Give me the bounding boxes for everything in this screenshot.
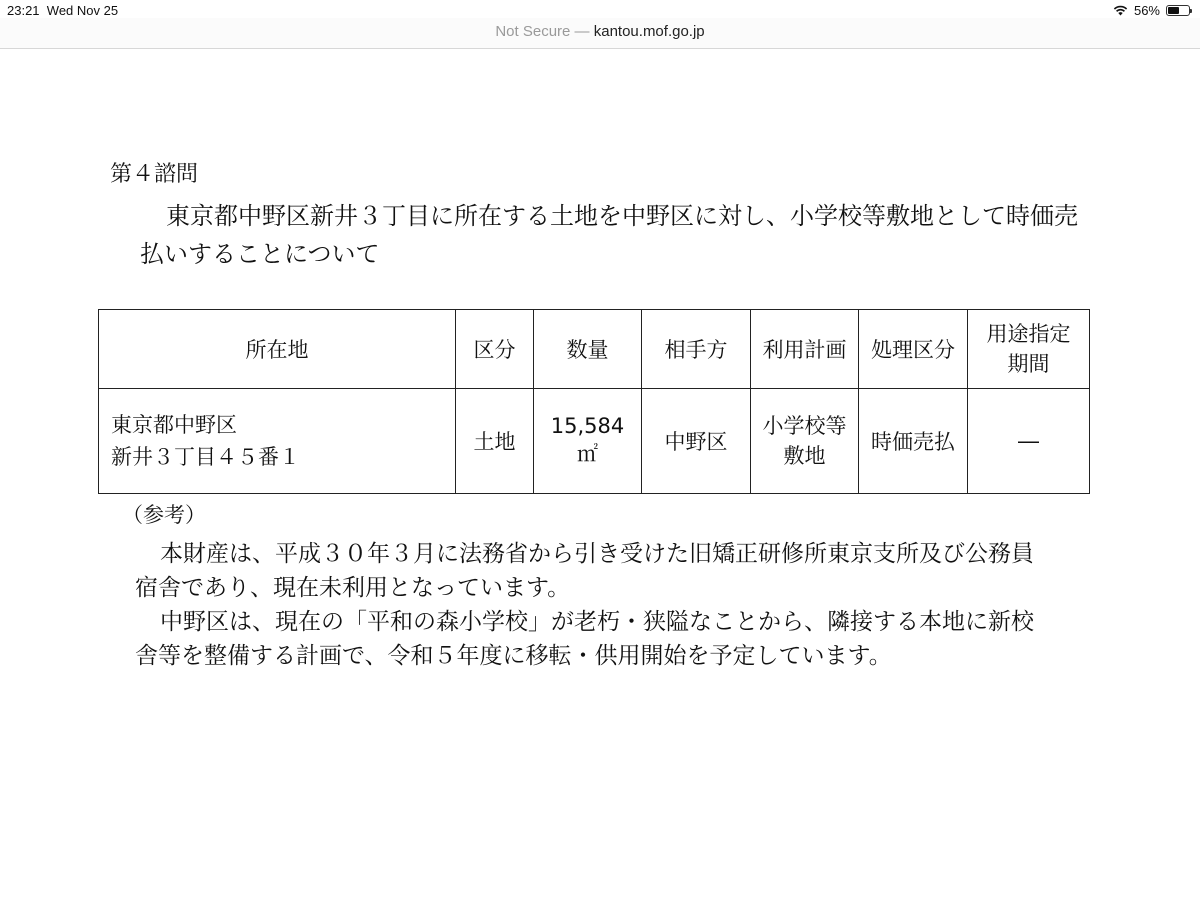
clock: 23:21 [7,3,40,18]
cell-disposal-type: 時価売払 [859,389,968,494]
document-page [0,49,1200,900]
battery-percent: 56% [1133,3,1160,18]
reference-body [135,537,1055,673]
plan-line1: 小学校等 [762,414,847,438]
property-table [98,309,1090,494]
document-subject: 東京都中野区新井３丁目に所在する土地を中野区に対し、小学校等敷地として時価売払いすることについて [140,202,1078,268]
plan-line2: 敷地 [783,444,826,468]
cell-counterparty: 中野区 [642,389,751,494]
cell-use-period: ― [968,389,1090,494]
reference-label: （参考） [122,503,206,527]
status-indicators [1113,3,1190,18]
header-use-period-line1: 用途指定 [986,322,1071,346]
not-secure-label: Not Secure — [495,23,590,40]
cell-quantity: 15,584 ㎡ [534,389,642,494]
battery-icon [1166,5,1190,16]
table-header-row [99,310,1090,389]
header-use-period-line2: 期間 [1007,352,1050,376]
battery-level-fill [1168,7,1179,14]
cell-category: 土地 [456,389,534,494]
cell-use-plan [751,389,859,494]
location-line2: 新井３丁目４５番１ [111,445,300,469]
header-use-period [968,310,1090,389]
date: Wed Nov 25 [46,3,119,18]
header-disposal-type: 処理区分 [859,310,968,389]
status-time [7,3,118,18]
reference-paragraph-2: 中野区は、現在の「平和の森小学校」が老朽・狭隘なことから、隣接する本地に新校舎等を整備する計画で、令和５年度に移転・供用開始を予定しています。 [135,609,1034,669]
table-row [99,389,1090,494]
address-bar[interactable] [0,18,1200,49]
reference-paragraph-1: 本財産は、平成３０年３月に法務省から引き受けた旧矯正研修所東京支所及び公務員宿舎であり、現在未利用となっています。 [135,541,1034,601]
header-location: 所在地 [99,310,456,389]
document-heading: 第４諮問 [110,162,199,187]
header-quantity: 数量 [534,310,642,389]
header-use-plan: 利用計画 [751,310,859,389]
location-line1: 東京都中野区 [111,413,237,437]
wifi-icon [1113,5,1128,16]
page-domain: kantou.mof.go.jp [593,23,705,40]
header-category: 区分 [456,310,534,389]
cell-location [99,389,456,494]
header-counterparty: 相手方 [642,310,751,389]
